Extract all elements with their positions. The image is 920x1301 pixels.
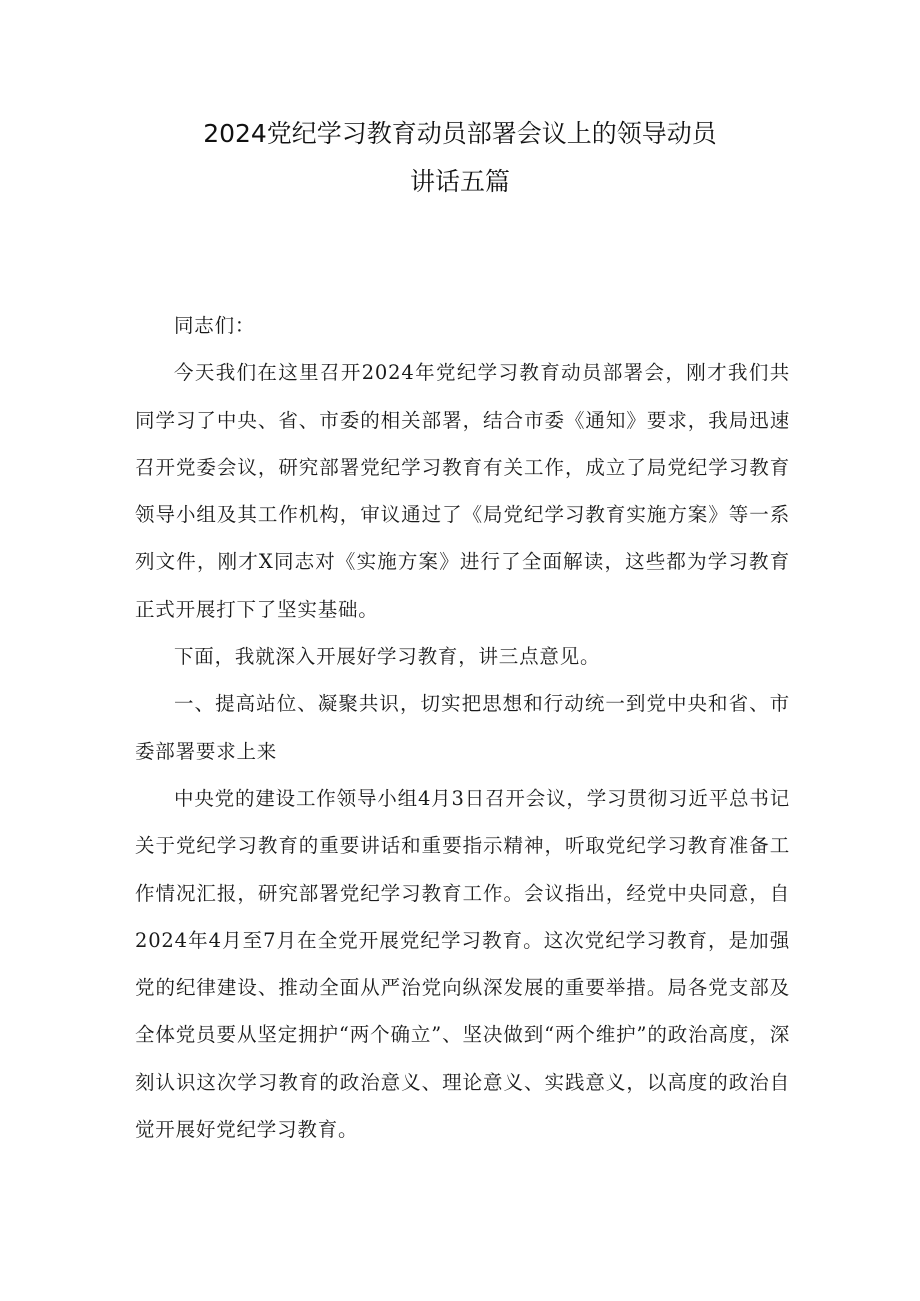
body-paragraph: 中央党的建设工作领导小组4月3日召开会议，学习贯彻习近平总书记关于党纪学习教育的重要讲话和重要指示精神，听取党纪学习教育准备工作情况汇报，研究部署党纪学习教育工作。会议指出，经党中央同意，自2024年4月至7月在全党开展党纪学习教育。这次党纪学习教育，是加强党的纪律建设、推动全面从严治党向纵深发展的重要举措。局各党支部及全体党员要从坚定拥护“两个确立”、坚决做到“两个维护”的政治高度，深刻认识这次学习教育的政治意义、理论意义、实践意义，以高度的政治自觉开展好党纪学习教育。 xyxy=(135,786,790,1142)
document-title-line-1: 2024党纪学习教育动员部署会议上的领导动员 xyxy=(203,119,717,148)
document-title-line-2: 讲话五篇 xyxy=(409,167,510,196)
body-paragraph: 今天我们在这里召开2024年党纪学习教育动员部署会，刚才我们共同学习了中央、省、市委的相关部署，结合市委《通知》要求，我局迅速召开党委会议，研究部署党纪学习教育有关工作，成立了局党纪学习教育领导小组及其工作机构，审议通过了《局党纪学习教育实施方案》等一系列文件，刚才X同志对《实施方案》进行了全面解读，这些都为学习教育正式开展打下了坚实基础。 xyxy=(135,361,790,621)
section-heading: 一、提高站位、凝聚共识，切实把思想和行动统一到党中央和省、市委部署要求上来 xyxy=(135,692,790,763)
body-paragraph: 下面，我就深入开展好学习教育，讲三点意见。 xyxy=(174,645,601,669)
document-body xyxy=(135,302,790,1153)
salutation: 同志们： xyxy=(174,314,256,337)
